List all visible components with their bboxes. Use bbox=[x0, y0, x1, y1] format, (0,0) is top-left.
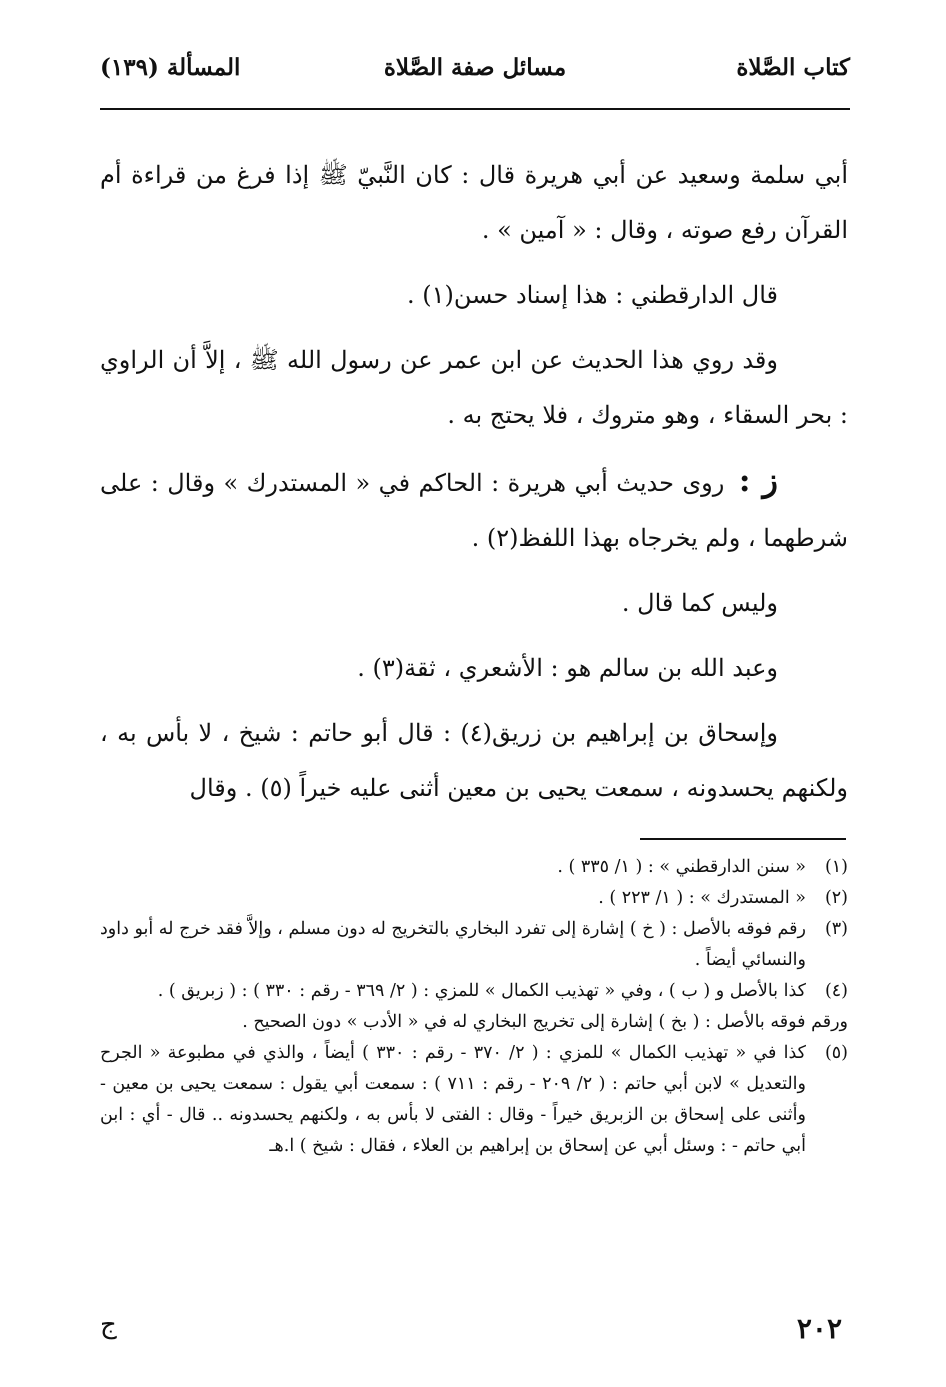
footnote-text: كذا بالأصل و ( ب ) ، وفي « تهذيب الكمال » للمزي : ( ٢/ ٣٦٩ - رقم : ٣٣٠ ) : ( زبريق ) . bbox=[157, 981, 806, 1001]
main-text bbox=[100, 148, 848, 826]
footnote-text: رقم فوقه بالأصل : ( خ ) إشارة إلى تفرد البخاري بالتخريج له دون مسلم ، وإلاَّ فقد خرج له أبو داود والنسائي أيضاً . bbox=[100, 919, 806, 970]
paragraph-1: أبي سلمة وسعيد عن أبي هريرة قال : كان النَّبيّ ﷺ إذا فرغ من قراءة أم القرآن رفع صوته ، وقال : « آمين » . bbox=[100, 161, 848, 244]
page-number: ٢٠٢ bbox=[796, 1312, 842, 1345]
header-rule bbox=[100, 108, 850, 110]
footnote-1 bbox=[100, 852, 848, 883]
header-book-title: كتاب الصَّلاة bbox=[736, 54, 850, 81]
zawaid-mark: ز : bbox=[738, 461, 778, 499]
footnote-3 bbox=[100, 914, 848, 976]
header-chapter-title: مسائل صفة الصَّلاة bbox=[383, 54, 567, 81]
signature-mark: ج bbox=[100, 1310, 117, 1340]
footnote-2 bbox=[100, 883, 848, 914]
paragraph-3: وقد روي هذا الحديث عن ابن عمر عن رسول الله ﷺ ، إلاَّ أن الراوي : بحر السقاء ، وهو متروك ، فلا يحتج به . bbox=[100, 346, 848, 429]
paragraph-4 bbox=[100, 453, 848, 566]
footnote-number: (٥) bbox=[824, 1043, 848, 1063]
footnote-number: (٢) bbox=[824, 888, 848, 908]
footnote-number: (٣) bbox=[824, 919, 848, 939]
running-header bbox=[100, 54, 850, 94]
footnote-number: (٤) bbox=[824, 981, 848, 1001]
footnotes bbox=[100, 852, 848, 1162]
header-issue-number: المسألة (١٣٩) bbox=[100, 54, 241, 81]
footnote-4-continuation: ورقم فوقه بالأصل : ( بخ ) إشارة إلى تخريج البخاري له في « الأدب » دون الصحيح . bbox=[242, 1012, 848, 1032]
paragraph-5: وليس كما قال . bbox=[621, 589, 778, 617]
paragraph-7: وإسحاق بن إبراهيم بن زريق(٤) : قال أبو حاتم : شيخ ، لا بأس به ، ولكنهم يحسدونه ، سمعت يحيى بن معين أثنى عليه خيراً (٥) . وقال bbox=[100, 719, 848, 802]
footnote-text: « المستدرك » : ( ١/ ٢٢٣ ) . bbox=[598, 888, 806, 908]
footnote-number: (١) bbox=[824, 857, 848, 877]
footnote-separator bbox=[640, 838, 846, 840]
paragraph-6: وعبد الله بن سالم هو : الأشعري ، ثقة(٣) . bbox=[357, 654, 778, 682]
footnote-text: « سنن الدارقطني » : ( ١/ ٣٣٥ ) . bbox=[557, 857, 806, 877]
footnote-5 bbox=[100, 1038, 848, 1162]
footnote-4 bbox=[100, 976, 848, 1007]
paragraph-4-text: روى حديث أبي هريرة : الحاكم في « المستدرك » وقال : على شرطهما ، ولم يخرجاه بهذا اللفظ(٢) . bbox=[100, 469, 848, 552]
footnote-text: كذا في « تهذيب الكمال » للمزي : ( ٢/ ٣٧٠ - رقم : ٣٣٠ ) أيضاً ، والذي في مطبوعة « الجرح والتعديل » لابن أبي حاتم : ( ٢/ ٢٠٩ - رقم : ٧١١ ) : سمعت أبي يقول : سمعت يحيى بن معين - وأثنى على إسحاق بن الزبريق خيراً - وقال : الفتى لا بأس به ، ولكنهم يحسدونه .. قال - أي : ابن أبي حاتم - : وسئل أبي عن إسحاق بن إبراهيم بن العلاء ، فقال : شيخ ) ا.هـ bbox=[100, 1043, 806, 1156]
paragraph-2: قال الدارقطني : هذا إسناد حسن(١) . bbox=[406, 281, 778, 309]
